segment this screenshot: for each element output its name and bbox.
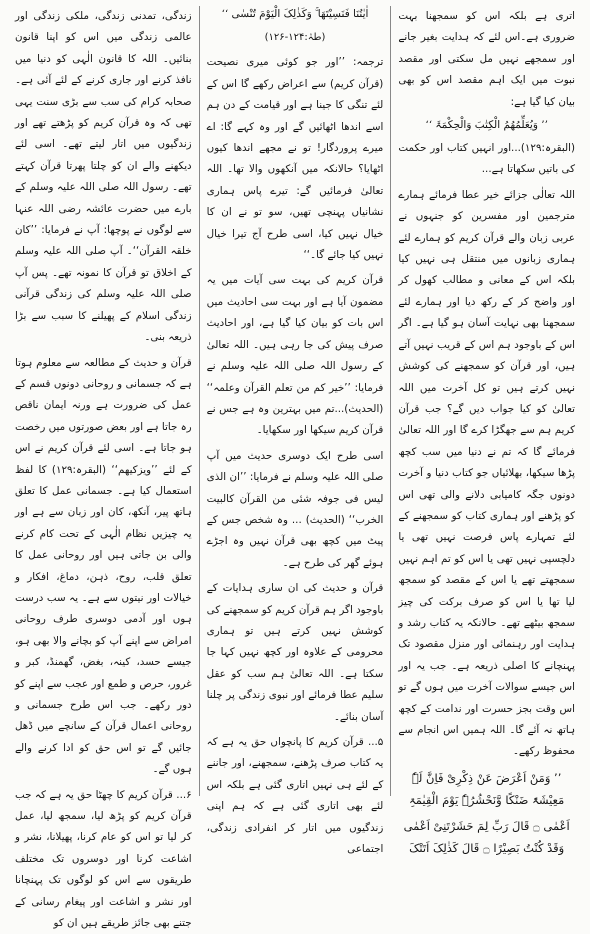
paragraph: ترجمہ: ’’اور جو کوئی میری نصیحت (قرآن کریم) سے اعراض رکھے گا اس کے لئے تنگی کا جینا ہے اور قیامت کے دن ہم اسے اندھا اٹھائیں گے اور وہ کہے گا: اے میرے پروردگار! تو نے مجھے اندھا کیوں اٹھایا؟ حالانکہ میں آنکھوں والا تھا۔ اللہ تعالیٰ فرمائیں گے: تیرے پاس ہماری نشانیاں پہنچی تھیں، سو تو نے ان کا خیال نہیں کیا، اسی طرح آج تیرا خیال نہیں کیا جائے گا۔‘‘	[206, 56, 384, 262]
left-column	[8, 6, 200, 930]
paragraph: قرآن و حدیث کے مطالعہ سے معلوم ہوتا ہے کہ جسمانی و روحانی دونوں قسم کے عمل کی ضرورت ہے ورنہ ایمان ناقص رہ جاتا ہے اور بعض صورتوں میں رخصت ہو جاتا ہے۔ اسی لئے قرآن کریم نے اس کے لئے ’’ویزکیھم‘‘ (البقرہ:۱۲۹) کا لفظ استعمال کیا ہے۔ جسمانی عمل کا تعلق ہاتھ پیر، آنکھ، کان اور زبان سے ہے اور یہ چیزیں نظام الٰہی کے تحت کام کرنے والی بن جاتی ہیں اور روحانی عمل کا تعلق قلب، روح، ذہن، دماغ، افکار و خیالات اور نیتوں سے ہے۔ یہ سب درست ہوں اور آدمی دوسری طرف روحانی امراض سے اپنے آپ کو بچانے والا بھی ہو، جیسے حسد، کینہ، بغض، گھمنڈ، کبر و غرور، حرص و طمع اور عجب سے اپنے کو دور رکھے۔ جب اس طرح جسمانی و روحانی اعمال قرآن کے سانچے میں ڈھل جائیں گے تو اس حق کو ادا کرنے والے ہوں گے۔	[14, 356, 192, 776]
quranic-verse: ’’ وَیُعَلِّمُھُمُ الْکِتٰبَ وَالْحِکْمَۃَ ‘‘	[425, 119, 548, 132]
paragraph: اللہ تعالٰی جزائے خیر عطا فرمائے ہمارے مترجمین اور مفسرین کو جنہوں نے عربی زبان والے قرآن کریم کو ہمارے لئے ہماری زبانوں میں منتقل ہی نہیں کیا بلکہ اس کے معانی و مطالب کھول کر اور واضح کر کے رکھ دیا اور ہمارے لئے سمجھنا بھی نہایت آسان ہو گیا ہے۔ اگر اس کے باوجود ہم اس کے قریب نہیں آتے ہیں، اور قرآن کو سمجھنے کی کوشش نہیں کرتے ہیں تو کل آخرت میں اللہ تعالیٰ کو کیا جواب دیں گے؟ جب قرآن کریم ہم سے جھگڑا کرے گا اور اللہ تعالیٰ فرمائے گا کہ تم نے دنیا میں سب کچھ پڑھا سیکھا، بھلائیاں جو کتاب دنیا و آخرت دونوں جگہ کامیابی دلانے والی تھی اس کو پڑھنے اور ہماری کتاب کو سمجھنے کے لئے تمہارے پاس فرصت نہیں تھی یا دلچسپی نہیں تھی یا اس کو تم اہم نہیں سمجھتے تھے یا اس کے مقصد کو سمجھ لیا تھا یا اس کو صرف برکت کی چیز سمجھ بیٹھے تھے۔ حالانکہ یہ کتاب رشد و ہدایت اور رہنمائی اور منزل مقصود تک پہنچانے کا اصلی ذریعہ ہے۔ جب یہ اور اس جیسے سوالات آخرت میں ہوں گے تو اس وقت بجز حسرت اور ندامت کے کچھ ہاتھ نہ آئے گا۔ اللہ ہمیں اس انجام سے محفوظ رکھے۔	[398, 188, 575, 758]
paragraph: (البقرہ:۱۲۹)...اور انہیں کتاب اور حکمت کی باتیں سکھاتا ہے...	[398, 142, 575, 176]
quranic-verse: اٰیٰتُنَا فَنَسِیْتَھَا ۚ وَکَذٰلِکَ الْیَوْمَ تُنْسٰی ‘‘	[221, 8, 369, 20]
right-column	[391, 6, 582, 855]
paragraph: اتری ہے بلکہ اس کو سمجھنا بہت ضروری ہے۔اس لئے کہ ہدایت بغیر جانے اور سمجھے نہیں مل سکتی اور مقصد نبوت میں ایک اہم مقصد اس کو بھی بیان کیا گیا ہے:	[398, 10, 575, 108]
quranic-verse: ’’ وَمَنْ اَعْرَضَ عَنْ ذِکْرِیْ فَاِنَّ لَہٗ مَعِیْشَۃً ضَنْکًا وَّنَحْشُرُہٗ یَوْمَ الْقِیٰمَۃِ	[409, 770, 565, 807]
quranic-verse: اَعْمٰی ۝ قَالَ رَبِّ لِمَ حَشَرْتَنِیْ اَعْمٰی وَقَدْ کُنْتُ بَصِیْرًا ۝ قَالَ کَذٰلِکَ اَتَتْکَ	[403, 818, 570, 855]
paragraph: اسی طرح ایک دوسری حدیث میں آپ صلی اللہ علیہ وسلم نے فرمایا: ’’ان الذی لیس فی جوفہ شئی من القرآن کالبیت الخرب‘‘ (الحدیث) ... وہ شخص جس کے پیٹ میں کچھ بھی قرآن نہیں وہ اجڑے ہوئے گھر کی طرح ہے۔	[206, 449, 384, 569]
paragraph: زندگی، تمدنی زندگی، ملکی زندگی اور عالمی زندگی میں اس کو اپنا قانون بنائیں۔ اللہ کا قانون الٰہی کو دنیا میں نافذ کرنے اور جاری کرنے کے لئے آئی ہے۔ صحابہ کرام کی سب سے بڑی سنت یہی تھی کہ وہ قرآن کریم کو پڑھتے تھے اور زندگیوں میں اتار لیتے تھے۔ اسی لئے دیکھنے والے ان کو چلتا پھرتا قرآن کہتے تھے۔ رسول اللہ صلی اللہ علیہ وسلم کے بارے میں حضرت عائشہ رضی اللہ عنہا سے لوگوں نے پوچھا: آپ نے فرمایا: ’’کان خلقہ القرآن‘‘۔ آپ صلی اللہ علیہ وسلم کے اخلاق تو قرآن کا نمونہ تھے۔ پس آپ صلی اللہ علیہ وسلم کی زندگی قرآنی زندگی اسلام کے پھیلنے کا سبب سے بڑا ذریعہ بنی۔	[14, 10, 192, 344]
paragraph: ۵... قرآن کریم کا پانچواں حق یہ ہے کہ یہ کتاب صرف پڑھنے، سمجھنے، اور جاننے کے لئے ہی نہیں اتاری گئی ہے بلکہ اس لئے بھی اتاری گئی ہے کہ ہم اپنی زندگیوں میں اتار کر انفرادی زندگی، اجتماعی	[206, 736, 384, 856]
paragraph: ۶... قرآن کریم کا چھٹا حق یہ ہے کہ جب قرآن کریم کو پڑھ لیا، سمجھ لیا، عمل کر لیا تو اس کو عام کرنا، پھیلانا، نشر و اشاعت کرنا اور دوسروں تک مختلف طریقوں سے اس کو لوگوں تک پہنچانا اور نشر و اشاعت اور پیغام رسانی کے جتنے بھی جائز طریقے ہیں ان کو	[14, 788, 192, 930]
paragraph: قرآن و حدیث کی ان ساری ہدایات کے باوجود اگر ہم قرآن کریم کو سمجھنے کی کوشش نہیں کرتے ہیں تو ہماری محرومی کے علاوہ اور کچھ نہیں کہا جا سکتا ہے۔ اللہ تعالیٰ ہم سب کو عقل سلیم عطا فرمائے اور نبوی زندگی پر چلنا آسان بنائے۔	[206, 582, 384, 723]
paragraph: قرآن کریم کی بہت سی آیات میں یہ مضمون آیا ہے اور بہت سی احادیث میں اس بات کو بیان کیا گیا ہے، اور احادیث صرف پیش کی جا رہی ہیں۔ اللہ تعالیٰ کے رسول اللہ صلی اللہ علیہ وسلم نے فرمایا: ’’خیر کم من تعلم القرآن وعلمہ‘‘ (الحدیث)...تم میں بہترین وہ ہے جس نے قرآن کریم سیکھا اور سکھایا۔	[206, 274, 384, 437]
verse-reference: (طہٰ:۱۲۴-۱۲۶)	[264, 32, 326, 43]
middle-column	[200, 6, 392, 856]
